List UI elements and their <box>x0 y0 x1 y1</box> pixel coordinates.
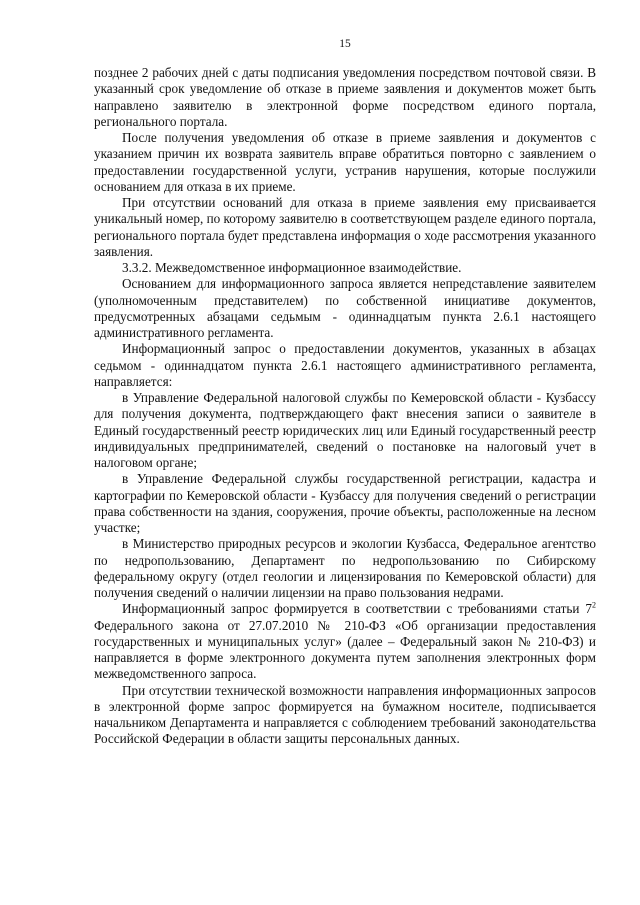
paragraph: позднее 2 рабочих дней с даты подписания уведомления посредством почтовой связи. В указанный срок уведомление об отказе в приеме заявления и документов может быть направлено заявителю в электронной форме посредством единого портала, регионального портала. <box>94 65 596 129</box>
paragraph: При отсутствии оснований для отказа в приеме заявления ему присваивается уникальный номер, по которому заявителю в соответствующем разделе единого портала, регионального портала будет представлена информация о ходе рассмотрения указанного заявления. <box>94 195 596 259</box>
law-text-before: Информационный запрос формируется в соответствии с требованиями статьи 7 <box>122 601 592 617</box>
page-number: 15 <box>339 38 351 50</box>
law-text-after: Федерального закона от 27.07.2010 № 210-ФЗ «Об организации предоставления государственных и муниципальных услуг» (далее – Федеральный закон № 210-ФЗ) и направляется в форме электронного документа путем заполнения электронных форм межведомственного запроса. <box>94 617 596 682</box>
list-item: в Управление Федеральной налоговой службы по Кемеровской области - Кузбассу для получения документа, подтверждающего факт внесения записи о заявителе в Единый государственный реестр юридических лиц или Единый государственный реестр индивидуальных предпринимателей, сведений о постановке на налоговый учет в налоговом органе; <box>94 390 596 470</box>
paragraph-law-reference <box>94 601 596 682</box>
section-heading: 3.3.2. Межведомственное информационное взаимодействие. <box>122 260 462 275</box>
superscript: 2 <box>592 600 596 610</box>
list-item: в Министерство природных ресурсов и экологии Кузбасса, Федеральное агентство по недропользованию, Департамент по недропользованию по Сибирскому федеральному округу (отдел геологии и лицензирования по Кемеровской области) для получения сведений о наличии лицензии на право пользования недрами. <box>94 536 596 600</box>
paragraph: При отсутствии технической возможности направления информационных запросов в электронной форме запрос формируется на бумажном носителе, подписывается начальником Департамента и направляется с соблюдением требований законодательства Российской Федерации в области защиты персональных данных. <box>94 682 596 747</box>
list-item: в Управление Федеральной службы государственной регистрации, кадастра и картографии по Кемеровской области - Кузбассу для получения сведений о регистрации права собственности на здания, сооружения, прочие объекты, расположенные на лесном участке; <box>94 471 596 535</box>
document-body <box>94 65 596 748</box>
paragraph: После получения уведомления об отказе в приеме заявления и документов с указанием причин их возврата заявитель вправе обратиться повторно с заявлением о предоставлении государственной услуги, устранив нарушения, которые послужили основанием для отказа в их приеме. <box>94 130 596 194</box>
paragraph: Информационный запрос о предоставлении документов, указанных в абзацах седьмом - одиннадцатом пункта 2.6.1 настоящего административного регламента, направляется: <box>94 341 596 389</box>
paragraph: Основанием для информационного запроса является непредставление заявителем (уполномоченным представителем) по собственной инициативе документов, предусмотренных абзацами седьмым - одиннадцатым пункта 2.6.1 настоящего административного регламента. <box>94 276 596 340</box>
